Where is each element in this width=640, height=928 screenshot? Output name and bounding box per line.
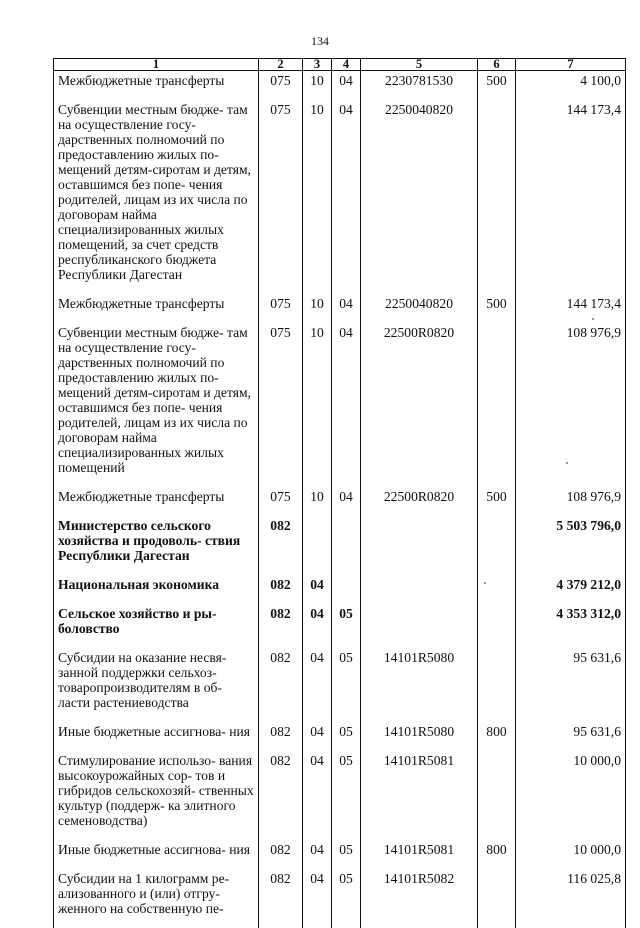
row-c5-cell [361, 516, 478, 563]
row-c6-cell [478, 869, 516, 916]
row-c7-cell: 144 173,4 [516, 294, 626, 311]
spacer-cell [303, 592, 332, 604]
spacer-cell [54, 710, 259, 722]
spacer-cell [303, 857, 332, 869]
row-c4-cell: 05 [332, 648, 361, 710]
spacer-cell [361, 636, 478, 648]
row-c5-cell: 14101R5081 [361, 840, 478, 857]
row-spacer [54, 282, 626, 294]
row-name-cell: Межбюджетные трансферты [54, 487, 259, 504]
row-c2-cell: 075 [259, 100, 303, 282]
spacer-cell [478, 311, 516, 323]
spacer-cell [478, 475, 516, 487]
spacer-cell [332, 828, 361, 840]
page-number: 134 [311, 34, 329, 48]
spacer-cell [54, 311, 259, 323]
spacer-cell [54, 475, 259, 487]
row-c2-cell: 082 [259, 751, 303, 828]
spacer-cell [303, 636, 332, 648]
row-c2-cell: 082 [259, 516, 303, 563]
spacer-cell [478, 916, 516, 928]
spacer-cell [332, 475, 361, 487]
table-row [54, 869, 626, 916]
row-c5-cell: 14101R5082 [361, 869, 478, 916]
spacer-cell [303, 311, 332, 323]
row-c7-cell: 95 631,6 [516, 648, 626, 710]
spacer-cell [54, 828, 259, 840]
row-c7-cell: 10 000,0 [516, 751, 626, 828]
row-c4-cell: 05 [332, 722, 361, 739]
spacer-cell [332, 710, 361, 722]
row-c4-cell: 05 [332, 869, 361, 916]
row-c7-cell: 4 100,0 [516, 71, 626, 89]
row-c6-cell [478, 648, 516, 710]
table-row [54, 100, 626, 282]
row-c4-cell: 04 [332, 323, 361, 475]
row-c6-cell [478, 323, 516, 475]
row-spacer [54, 475, 626, 487]
spacer-cell [54, 916, 259, 928]
row-c7-cell: 108 976,9 [516, 323, 626, 475]
spacer-cell [303, 563, 332, 575]
row-c3-cell: 04 [303, 575, 332, 592]
row-c7-cell: 4 353 312,0 [516, 604, 626, 636]
row-spacer [54, 88, 626, 100]
row-c3-cell: 10 [303, 487, 332, 504]
row-spacer [54, 636, 626, 648]
row-c6-cell: 500 [478, 294, 516, 311]
row-spacer [54, 916, 626, 928]
spacer-cell [54, 636, 259, 648]
row-c5-cell: 14101R5080 [361, 648, 478, 710]
spacer-cell [478, 504, 516, 516]
table-row [54, 751, 626, 828]
row-c6-cell [478, 516, 516, 563]
spacer-cell [259, 916, 303, 928]
spacer-cell [478, 636, 516, 648]
spacer-cell [361, 592, 478, 604]
spacer-cell [332, 504, 361, 516]
spacer-cell [361, 311, 478, 323]
row-c6-cell [478, 100, 516, 282]
row-c2-cell: 082 [259, 648, 303, 710]
spacer-cell [54, 592, 259, 604]
row-c7-cell: 108 976,9 [516, 487, 626, 504]
row-c4-cell [332, 575, 361, 592]
spacer-cell [516, 592, 626, 604]
spacer-cell [259, 475, 303, 487]
row-c4-cell: 04 [332, 487, 361, 504]
spacer-cell [478, 88, 516, 100]
table-row [54, 840, 626, 857]
row-name-cell: Субвенции местным бюдже- там на осуществление госу- дарственных полномочий по предоставлению жилых по- мещений детям-сиротам и детям, оставшимся без попе- чения родителей, лицам из их числа по договорам найма специализированных жилых помещений, за счет средств республиканского бюджета Республики Дагестан [54, 100, 259, 282]
spacer-cell [361, 739, 478, 751]
column-header: 3 [303, 59, 332, 71]
row-c6-cell [478, 604, 516, 636]
row-c7-cell: 10 000,0 [516, 840, 626, 857]
spacer-cell [259, 592, 303, 604]
row-c4-cell: 05 [332, 840, 361, 857]
spacer-cell [478, 857, 516, 869]
spacer-cell [259, 88, 303, 100]
spacer-cell [361, 710, 478, 722]
row-spacer [54, 504, 626, 516]
spacer-cell [361, 916, 478, 928]
row-c2-cell: 082 [259, 722, 303, 739]
row-spacer [54, 592, 626, 604]
spacer-cell [54, 282, 259, 294]
column-header: 6 [478, 59, 516, 71]
row-c3-cell: 04 [303, 869, 332, 916]
row-c7-cell: 4 379 212,0 [516, 575, 626, 592]
row-c4-cell: 05 [332, 751, 361, 828]
row-name-cell: Стимулирование использо- вания высокоурожайных сор- тов и гибридов сельскохозяй- ственных культур (поддерж- ка элитного семеноводства) [54, 751, 259, 828]
spacer-cell [332, 282, 361, 294]
spacer-cell [303, 475, 332, 487]
spacer-cell [516, 710, 626, 722]
spacer-cell [516, 282, 626, 294]
spacer-cell [516, 311, 626, 323]
spacer-cell [478, 563, 516, 575]
spacer-cell [259, 311, 303, 323]
row-spacer [54, 710, 626, 722]
table-row [54, 71, 626, 89]
row-c3-cell: 10 [303, 323, 332, 475]
row-spacer [54, 857, 626, 869]
row-name-cell: Иные бюджетные ассигнова- ния [54, 722, 259, 739]
table-row [54, 323, 626, 475]
spacer-cell [516, 563, 626, 575]
spacer-cell [54, 739, 259, 751]
spacer-cell [516, 504, 626, 516]
row-c4-cell: 04 [332, 100, 361, 282]
row-c3-cell: 04 [303, 751, 332, 828]
row-c2-cell: 082 [259, 604, 303, 636]
spacer-cell [332, 916, 361, 928]
spacer-cell [303, 739, 332, 751]
spacer-cell [259, 739, 303, 751]
row-c2-cell: 075 [259, 294, 303, 311]
row-c5-cell: 14101R5081 [361, 751, 478, 828]
spacer-cell [516, 88, 626, 100]
row-c3-cell: 10 [303, 100, 332, 282]
spacer-cell [259, 828, 303, 840]
row-spacer [54, 563, 626, 575]
table-row [54, 487, 626, 504]
row-c4-cell: 04 [332, 71, 361, 89]
row-c3-cell: 04 [303, 604, 332, 636]
column-header: 2 [259, 59, 303, 71]
row-c3-cell: 04 [303, 840, 332, 857]
row-c3-cell: 04 [303, 722, 332, 739]
table-row [54, 516, 626, 563]
spacer-cell [478, 592, 516, 604]
row-c4-cell: 05 [332, 604, 361, 636]
row-c6-cell: 500 [478, 487, 516, 504]
spacer-cell [303, 916, 332, 928]
row-c6-cell: 500 [478, 71, 516, 89]
column-header: 7 [516, 59, 626, 71]
spacer-cell [361, 88, 478, 100]
row-name-cell: Межбюджетные трансферты [54, 294, 259, 311]
spacer-cell [332, 857, 361, 869]
row-spacer [54, 828, 626, 840]
column-header: 5 [361, 59, 478, 71]
row-spacer [54, 311, 626, 323]
scan-speck [566, 462, 568, 464]
spacer-cell [332, 636, 361, 648]
row-c5-cell: 2230781530 [361, 71, 478, 89]
spacer-cell [54, 88, 259, 100]
row-name-cell: Национальная экономика [54, 575, 259, 592]
table-row [54, 722, 626, 739]
spacer-cell [259, 857, 303, 869]
spacer-cell [303, 282, 332, 294]
spacer-cell [516, 739, 626, 751]
spacer-cell [259, 282, 303, 294]
row-c3-cell [303, 516, 332, 563]
row-name-cell: Министерство сельского хозяйства и продоволь- ствия Республики Дагестан [54, 516, 259, 563]
row-name-cell: Субсидии на оказание несвя- занной поддержки сельхоз- товаропроизводителям в об- ласти растениеводства [54, 648, 259, 710]
spacer-cell [516, 475, 626, 487]
row-c5-cell: 2250040820 [361, 294, 478, 311]
spacer-cell [332, 311, 361, 323]
spacer-cell [361, 857, 478, 869]
table-row [54, 604, 626, 636]
row-c5-cell: 22500R0820 [361, 323, 478, 475]
row-c5-cell: 22500R0820 [361, 487, 478, 504]
spacer-cell [54, 504, 259, 516]
scan-speck [484, 582, 486, 584]
spacer-cell [478, 828, 516, 840]
row-name-cell: Межбюджетные трансферты [54, 71, 259, 89]
spacer-cell [361, 475, 478, 487]
row-c2-cell: 082 [259, 869, 303, 916]
spacer-cell [361, 563, 478, 575]
spacer-cell [361, 828, 478, 840]
spacer-cell [303, 504, 332, 516]
spacer-cell [259, 636, 303, 648]
row-c5-cell: 2250040820 [361, 100, 478, 282]
spacer-cell [361, 504, 478, 516]
row-c4-cell [332, 516, 361, 563]
spacer-cell [516, 916, 626, 928]
spacer-cell [478, 282, 516, 294]
spacer-cell [478, 710, 516, 722]
spacer-cell [516, 636, 626, 648]
row-name-cell: Субвенции местным бюдже- там на осуществление госу- дарственных полномочий по предоставлению жилых по- мещений детям-сиротам и детям, оставшимся без попе- чения родителей, лицам из их числа по договорам найма специализированных жилых помещений [54, 323, 259, 475]
spacer-cell [361, 282, 478, 294]
table-header-row [54, 59, 626, 71]
row-spacer [54, 739, 626, 751]
row-c7-cell: 5 503 796,0 [516, 516, 626, 563]
row-name-cell: Сельское хозяйство и ры- боловство [54, 604, 259, 636]
spacer-cell [303, 828, 332, 840]
budget-table [53, 58, 626, 928]
spacer-cell [259, 563, 303, 575]
scan-speck [592, 318, 594, 320]
row-c2-cell: 075 [259, 487, 303, 504]
row-c5-cell: 14101R5080 [361, 722, 478, 739]
column-header: 4 [332, 59, 361, 71]
row-c5-cell [361, 575, 478, 592]
spacer-cell [259, 504, 303, 516]
spacer-cell [259, 710, 303, 722]
spacer-cell [54, 857, 259, 869]
row-name-cell: Иные бюджетные ассигнова- ния [54, 840, 259, 857]
row-c7-cell: 116 025,8 [516, 869, 626, 916]
spacer-cell [478, 739, 516, 751]
row-c3-cell: 10 [303, 294, 332, 311]
spacer-cell [303, 710, 332, 722]
table-row [54, 294, 626, 311]
row-c4-cell: 04 [332, 294, 361, 311]
table-row [54, 575, 626, 592]
row-c2-cell: 082 [259, 840, 303, 857]
table-row [54, 648, 626, 710]
row-c6-cell: 800 [478, 840, 516, 857]
spacer-cell [516, 857, 626, 869]
spacer-cell [54, 563, 259, 575]
row-c6-cell [478, 751, 516, 828]
row-c7-cell: 95 631,6 [516, 722, 626, 739]
row-c2-cell: 075 [259, 71, 303, 89]
spacer-cell [332, 88, 361, 100]
row-c2-cell: 075 [259, 323, 303, 475]
row-c6-cell: 800 [478, 722, 516, 739]
spacer-cell [303, 88, 332, 100]
row-c5-cell [361, 604, 478, 636]
row-c3-cell: 10 [303, 71, 332, 89]
spacer-cell [332, 563, 361, 575]
row-c7-cell: 144 173,4 [516, 100, 626, 282]
spacer-cell [332, 592, 361, 604]
spacer-cell [516, 828, 626, 840]
row-name-cell: Субсидии на 1 килограмм ре- ализованного и (или) отгру- женного на собственную пе- [54, 869, 259, 916]
row-c2-cell: 082 [259, 575, 303, 592]
column-header: 1 [54, 59, 259, 71]
row-c3-cell: 04 [303, 648, 332, 710]
spacer-cell [332, 739, 361, 751]
